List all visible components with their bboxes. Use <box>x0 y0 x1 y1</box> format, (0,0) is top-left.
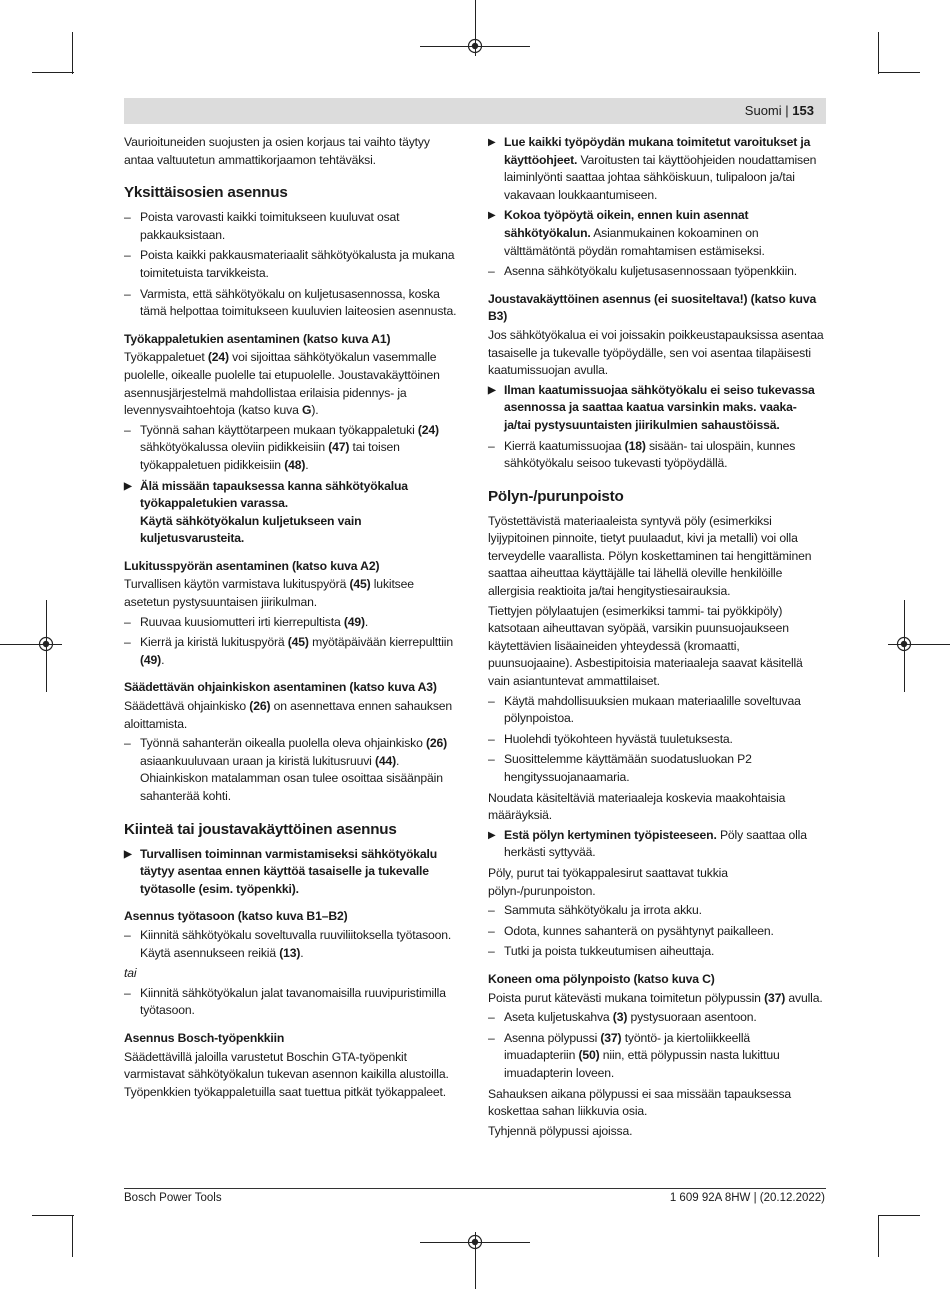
paragraph: Työkappaletuet (24) voi sijoittaa sähkötyökalun vasemmalle puolelle, oikealle puolelle tai etupuolelle. Joustavakäyttöinen asennusjärjestelmä mahdollistaa erilaisia pidennys- ja levennysvaihtoehtoja (katso kuva G). <box>124 350 440 418</box>
bullet-list <box>124 985 460 1020</box>
header-language: Suomi <box>744 103 782 118</box>
list-item: – Tutki ja poista tukkeutumisen aiheuttaja. <box>488 943 824 961</box>
crop-mark <box>878 32 879 74</box>
list-item: – Asenna sähkötyökalu kuljetusasennossaan työpenkkiin. <box>488 263 824 281</box>
footer-doc-code: 1 609 92A 8HW | (20.12.2022) <box>669 1192 825 1204</box>
list-item: – Työnnä sahanterän oikealla puolella oleva ohjainkisko (26) asiaankuuluvaan uraan ja kiristä lukitusruuvi (44). Ohiainkiskon matalamman osan tulee osoittaa sisäänpäin sahanterää kohti. <box>124 735 460 805</box>
warning-item: ▶ Turvallisen toiminnan varmistamiseksi sähkötyökalu täytyy asentaa ennen käyttöä tasaiselle ja tukevalle työtasolle (esim. työpenkki). <box>124 846 460 899</box>
list-item: – Kierrä kaatumissuojaa (18) sisään- tai ulospäin, kunnes sähkötyökalu seisoo tukevasti työpöydällä. <box>488 438 824 473</box>
list-item: – Ruuvaa kuusiomutteri irti kierrepultista (49). <box>124 614 460 632</box>
crop-mark <box>878 1215 920 1216</box>
paragraph: Tiettyjen pölylaatujen (esimerkiksi tammi- tai pyökkipöly) katsotaan aiheuttavan syöpää, varsikin puunsuojaukseen käytettävien lisäaineiden yhteydessä (kromaatti, puunsuojaaine). Asbestipitoisia materiaaleja saavat käsitellä vain asiantuntevat ammattilaiset. <box>488 603 803 689</box>
paragraph: Säädettävä ohjainkisko (26) on asennettava ennen sahauksen aloittamista. <box>124 699 453 731</box>
list-item: – Käytä mahdollisuuksien mukaan materiaalille soveltuvaa pölynpoistoa. <box>488 693 824 728</box>
list-item: – Poista kaikki pakkausmateriaalit sähkötyökalusta ja mukana toimitetuista tarvikkeista. <box>124 247 460 282</box>
list-item: – Kierrä ja kiristä lukituspyörä (45) myötäpäivään kierrepulttiin (49). <box>124 634 460 669</box>
bullet-list <box>488 693 824 787</box>
bullet-list <box>124 735 460 805</box>
paragraph: Säädettävillä jaloilla varustetut Boschin GTA-työpenkit varmistavat sähkötyökalun tukevan asennon kaikilla alustoilla. Työpenkkien työkappaletuilla saat tuettua pitkät työkappaleet. <box>124 1049 449 1099</box>
bullet-list <box>124 209 460 321</box>
paragraph: Poista purut kätevästi mukana toimitetun pölypussin (37) avulla. <box>488 990 823 1005</box>
paragraph: Työstettävistä materiaaleista syntyvä pöly (esimerkiksi lyijypitoinen pinnoite, tietyt puulaadut, kivi ja metalli) voi olla terveydelle vaarallista. Pölyn koskettaminen tai hengittäminen saattaa aiheuttaa käyttäjälle tai lähellä oleville henkilöille allergisia reaktioita ja/tai hengitystiesairauksia. <box>488 513 812 599</box>
list-item: – Poista varovasti kaikki toimitukseen kuuluvat osat pakkauksistaan. <box>124 209 460 244</box>
list-item: – Asenna pölypussi (37) työntö- ja kiertoliikkeellä imuadapteriin (50) niin, että pölypussin nasta lukittuu imuadapterin loveen. <box>488 1030 824 1083</box>
footer-brand: Bosch Power Tools <box>124 1192 222 1204</box>
registration-mark-icon <box>467 38 483 54</box>
footer-divider <box>124 1188 826 1189</box>
bullet-list <box>488 902 824 961</box>
list-item: – Sammuta sähkötyökalu ja irrota akku. <box>488 902 824 920</box>
list-item: – Huolehdi työkohteen hyvästä tuuletuksesta. <box>488 731 824 749</box>
bullet-list <box>124 846 460 899</box>
page-header-bar <box>124 98 826 124</box>
list-item: – Työnnä sahan käyttötarpeen mukaan työkappaletuki (24) sähkötyökalussa oleviin pidikkeisiin (47) tai toisen työkappaletuen pidikkeisiin (48). <box>124 422 460 475</box>
crop-mark <box>878 72 920 73</box>
left-column <box>124 134 460 1103</box>
bullet-list <box>124 927 460 962</box>
warning-item: ▶ Älä missään tapauksessa kanna sähkötyökalua työkappaletukien varassa. Käytä sähkötyökalun kuljetukseen vain kuljetusvarusteita. <box>124 478 460 548</box>
bullet-list <box>124 422 460 548</box>
subsection-heading: Työkappaletukien asentaminen (katso kuva A1) <box>124 331 391 346</box>
paragraph: Tyhjennä pölypussi ajoissa. <box>488 1123 633 1138</box>
registration-mark-icon <box>896 636 912 652</box>
paragraph: Pöly, purut tai työkappalesirut saattavat tukkia pölyn-/purunpoiston. <box>488 865 728 898</box>
warning-item: ▶ Kokoa työpöytä oikein, ennen kuin asennat sähkötyökalun. Asianmukainen kokoaminen on välttämätöntä pöydän romahtamisen estämiseksi. <box>488 207 824 260</box>
crop-mark <box>878 1215 879 1257</box>
list-item: – Suosittelemme käyttämään suodatusluokan P2 hengityssuojanaamaria. <box>488 751 824 786</box>
section-heading: Kiinteä tai joustavakäyttöinen asennus <box>124 820 397 838</box>
crop-mark <box>72 1215 73 1257</box>
subsection-heading: Säädettävän ohjainkiskon asentaminen (katso kuva A3) <box>124 680 437 695</box>
list-item: – Kiinnitä sähkötyökalu soveltuvalla ruuviliitoksella työtasoon. Käytä asennukseen reikiä (13). <box>124 927 460 962</box>
right-column <box>488 134 824 1142</box>
intro-paragraph: Vaurioituneiden suojusten ja osien korjaus tai vaihto täytyy antaa valtuutetun ammattikorjaamon tehtäväksi. <box>124 135 430 167</box>
paragraph: Sahauksen aikana pölypussi ei saa missään tapauksessa koskettaa sahan liikkuvia osia. <box>488 1086 792 1119</box>
page-number: 153 <box>792 103 814 118</box>
paragraph: Noudata käsiteltäviä materiaaleja koskevia maakohtaisia määräyksiä. <box>488 790 786 823</box>
warning-item: ▶ Lue kaikki työpöydän mukana toimitetut varoitukset ja käyttöohjeet. Varoitusten tai käyttöohjeiden noudattamisen laiminlyönti saattaa johtaa sähköiskuun, tulipaloon ja/tai vakavaan loukkaantumiseen. <box>488 134 824 204</box>
subsection-heading: Koneen oma pölynpoisto (katso kuva C) <box>488 971 715 986</box>
section-heading: Yksittäisosien asennus <box>124 184 288 202</box>
warning-item: ▶ Ilman kaatumissuojaa sähkötyökalu ei seiso tukevassa asennossa ja saattaa kaatua varsinkin maks. vaaka- ja/tai pystysuuntaisten jiirikulmien sahaustöissä. <box>488 382 824 435</box>
registration-mark-icon <box>38 636 54 652</box>
list-item: – Aseta kuljetuskahva (3) pystysuoraan asentoon. <box>488 1009 824 1027</box>
list-item: – Kiinnitä sähkötyökalun jalat tavanomaisilla ruuvipuristimilla työtasoon. <box>124 985 460 1020</box>
bullet-list <box>488 827 824 862</box>
header-separator: | <box>785 103 789 118</box>
section-heading: Pölyn-/purunpoisto <box>488 487 624 505</box>
bullet-list <box>488 134 824 281</box>
bullet-list <box>488 382 824 473</box>
crop-mark <box>72 32 73 74</box>
bullet-list <box>488 1009 824 1082</box>
subsection-heading: Asennus Bosch-työpenkkiin <box>124 1030 285 1045</box>
list-item: – Varmista, että sähkötyökalu on kuljetusasennossa, koska tämä helpottaa toimitukseen kuuluvien laiteosien asennusta. <box>124 286 460 321</box>
subsection-heading: Lukitusspyörän asentaminen (katso kuva A2) <box>124 558 380 573</box>
subsection-heading: Asennus työtasoon (katso kuva B1–B2) <box>124 909 348 924</box>
page-header <box>745 103 814 118</box>
list-item: – Odota, kunnes sahanterä on pysähtynyt paikalleen. <box>488 923 824 941</box>
subsection-heading: Joustavakäyttöinen asennus (ei suositeltava!) (katso kuva B3) <box>488 291 817 324</box>
warning-item: ▶ Estä pölyn kertyminen työpisteeseen. Pöly saattaa olla herkästi syttyvää. <box>488 827 824 862</box>
paragraph: Turvallisen käytön varmistava lukituspyörä (45) lukitsee asetetun pystysuuntaisen jiirikulman. <box>124 577 414 610</box>
crop-mark <box>32 1215 74 1216</box>
bullet-list <box>124 614 460 670</box>
crop-mark <box>32 72 74 73</box>
registration-mark-icon <box>467 1234 483 1250</box>
paragraph: Jos sähkötyökalua ei voi joissakin poikkeustapauksissa asentaa tasaiselle ja tukevalle työpöydälle, sen voi asentaa tilapäisesti kaatumissuojan avulla. <box>488 327 824 378</box>
alternative-label: tai <box>124 966 137 981</box>
